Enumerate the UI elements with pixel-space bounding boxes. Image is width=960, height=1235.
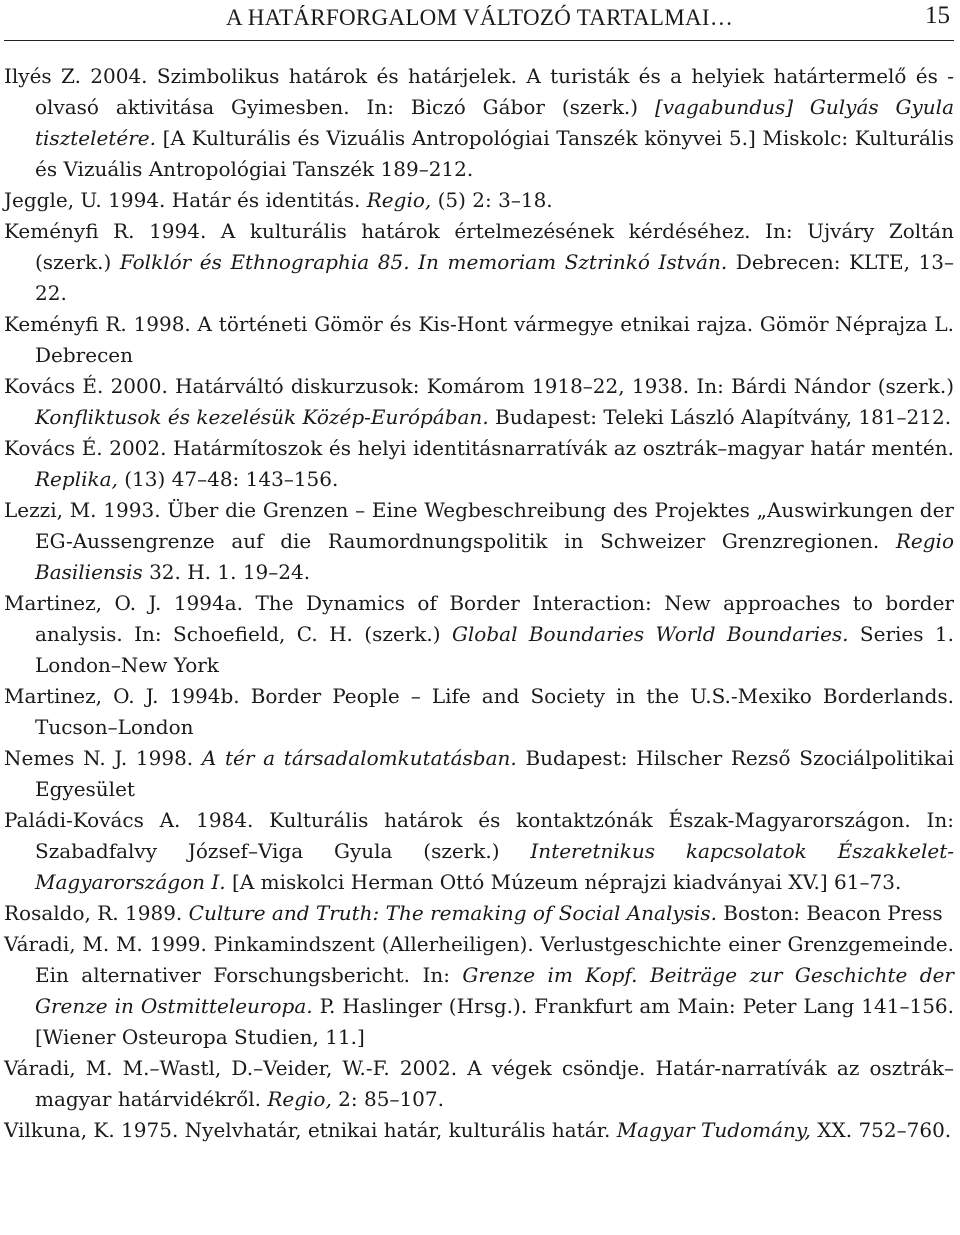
running-title: A HATÁRFORGALOM VÁLTOZÓ TARTALMAI… <box>226 5 734 30</box>
reference-entry: Kovács É. 2000. Határváltó diskurzusok: Komárom 1918–22, 1938. In: Bárdi Nándor (szerk.) Konfliktusok és kezelésük Közép-Európában. Budapest: Teleki László Alapítvány, 181–212. <box>4 374 954 429</box>
reference-entry: Váradi, M. M.–Wastl, D.–Veider, W.-F. 2002. A végek csöndje. Határ-narratívák az osztrák–magyar határvidékről. Regio, 2: 85–107. <box>4 1056 954 1111</box>
reference-entry: Martinez, O. J. 1994a. The Dynamics of Border Interaction: New approaches to border analysis. In: Schoefield, C. H. (szerk.) Global Boundaries World Boundaries. Series 1. London–New York <box>4 591 954 677</box>
reference-entry: Lezzi, M. 1993. Über die Grenzen – Eine Wegbeschreibung des Projektes „Auswirkungen der EG-Aussengrenze auf die Raumordnungspolitik in Schweizer Grenzregionen. Regio Basiliensis 32. H. 1. 19–24. <box>4 498 954 584</box>
reference-entry: Martinez, O. J. 1994b. Border People – Life and Society in the U.S.-Mexiko Borderlands. Tucson–London <box>4 684 954 739</box>
reference-entry: Vilkuna, K. 1975. Nyelvhatár, etnikai határ, kulturális határ. Magyar Tudomány, XX. 752–760. <box>4 1118 952 1142</box>
reference-entry: Kovács É. 2002. Határmítoszok és helyi identitásnarratívák az osztrák–magyar határ mentén. Replika, (13) 47–48: 143–156. <box>4 436 954 491</box>
reference-entry: Nemes N. J. 1998. A tér a társadalomkutatásban. Budapest: Hilscher Rezső Szociálpolitikai Egyesület <box>4 746 954 801</box>
reference-entry: Váradi, M. M. 1999. Pinkamindszent (Allerheiligen). Verlustgeschichte einer Grenzgemeinde. Ein alternativer Forschungsbericht. In: Grenze im Kopf. Beiträge zur Geschichte der Grenze in Ostmitteleuropa. P. Haslinger (Hrsg.). Frankfurt am Main: Peter Lang 141–156. [Wiener Osteuropa Studien, 11.] <box>4 932 955 1049</box>
reference-entry: Rosaldo, R. 1989. Culture and Truth: The remaking of Social Analysis. Boston: Beacon Press <box>4 901 943 925</box>
reference-entry: Keményfi R. 1998. A történeti Gömör és Kis-Hont vármegye etnikai rajza. Gömör Néprajza L. Debrecen <box>4 312 954 367</box>
reference-entry: Keményfi R. 1994. A kulturális határok értelmezésének kérdéséhez. In: Ujváry Zoltán (szerk.) Folklór és Ethnographia 85. In memoriam Sztrinkó István. Debrecen: KLTE, 13–22. <box>4 219 954 305</box>
reference-entry: Paládi-Kovács A. 1984. Kulturális határok és kontaktzónák Észak-Magyarországon. In: Szabadfalvy József–Viga Gyula (szerk.) Interetnikus kapcsolatok Északkelet-Magyarországon I. [A miskolci Herman Ottó Múzeum néprajzi kiadványai XV.] 61–73. <box>4 808 954 894</box>
running-header <box>4 0 954 41</box>
reference-entry: Ilyés Z. 2004. Szimbolikus határok és határjelek. A turisták és a helyiek határtermelő és -olvasó aktivitása Gyimesben. In: Biczó Gábor (szerk.) [vagabundus] Gulyás Gyula tiszteletére. [A Kulturális és Vizuális Antropológiai Tanszék könyvei 5.] Miskolc: Kulturális és Vizuális Antropológiai Tanszék 189–212. <box>4 64 954 181</box>
reference-list <box>4 61 954 1146</box>
page-number: 15 <box>925 2 950 29</box>
reference-entry: Jeggle, U. 1994. Határ és identitás. Regio, (5) 2: 3–18. <box>4 188 553 212</box>
